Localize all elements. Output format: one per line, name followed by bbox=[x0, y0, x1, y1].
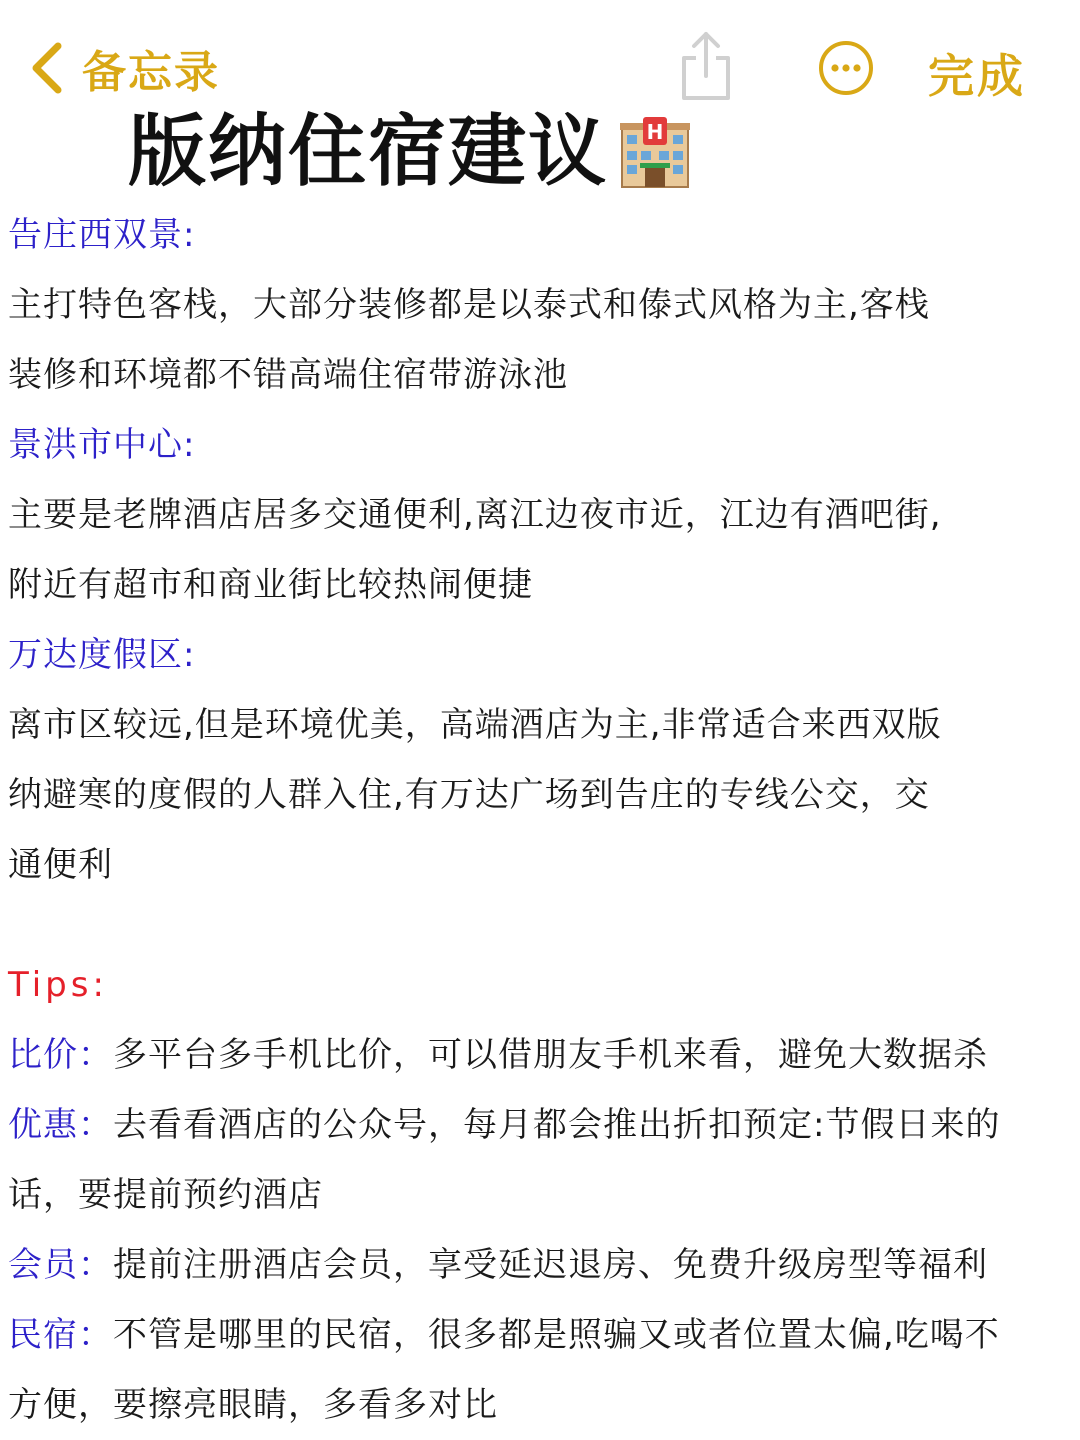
section-text: 装修和环境都不错高端住宿带游泳池 bbox=[8, 355, 568, 395]
share-button[interactable] bbox=[676, 30, 736, 102]
tip-label: 优惠： bbox=[8, 1105, 113, 1145]
section-heading: 景洪市中心: bbox=[8, 425, 196, 465]
section-text: 主打特色客栈，大部分装修都是以泰式和傣式风格为主,客栈 bbox=[8, 285, 930, 325]
note-title-row bbox=[128, 104, 694, 200]
ellipsis-circle-icon bbox=[818, 81, 874, 100]
section-heading: 万达度假区: bbox=[8, 635, 196, 675]
tip-label: 会员： bbox=[8, 1245, 113, 1285]
back-label: 备忘录 bbox=[82, 47, 220, 98]
section-text: 纳避寒的度假的人群入住,有万达广场到告庄的专线公交，交 bbox=[8, 775, 930, 815]
svg-text:H: H bbox=[646, 120, 664, 144]
tip-item bbox=[8, 1090, 1068, 1160]
tips-heading: Tips: bbox=[8, 965, 108, 1005]
tip-text: 不管是哪里的民宿，很多都是照骗又或者位置太偏,吃喝不 bbox=[113, 1315, 1000, 1355]
back-button[interactable] bbox=[30, 36, 220, 100]
tip-label: 比价： bbox=[8, 1035, 113, 1075]
section-text: 通便利 bbox=[8, 845, 113, 885]
tip-item bbox=[8, 1230, 1068, 1300]
chevron-left-icon bbox=[30, 42, 64, 94]
tip-text: 方便，要擦亮眼睛，多看多对比 bbox=[8, 1385, 498, 1425]
section-text: 附近有超市和商业街比较热闹便捷 bbox=[8, 565, 533, 605]
note-title: 版纳住宿建议 bbox=[128, 107, 609, 197]
tip-text: 多平台多手机比价，可以借朋友手机来看，避免大数据杀 bbox=[113, 1035, 988, 1075]
done-button[interactable]: 完成 bbox=[928, 49, 1026, 103]
section-heading: 告庄西双景: bbox=[8, 215, 196, 255]
spacer bbox=[8, 900, 1068, 950]
more-button[interactable] bbox=[818, 40, 874, 96]
hotel-icon bbox=[616, 113, 694, 191]
tip-text: 提前注册酒店会员，享受延迟退房、免费升级房型等福利 bbox=[113, 1245, 988, 1285]
tip-label: 民宿： bbox=[8, 1315, 113, 1355]
tip-text: 话，要提前预约酒店 bbox=[8, 1175, 323, 1215]
tip-text: 去看看酒店的公众号，每月都会推出折扣预定:节假日来的 bbox=[113, 1105, 1001, 1145]
tip-item bbox=[8, 1020, 1068, 1090]
section-text: 主要是老牌酒店居多交通便利,离江边夜市近，江边有酒吧街, bbox=[8, 495, 942, 535]
section-text: 离市区较远,但是环境优美，高端酒店为主,非常适合来西双版 bbox=[8, 705, 942, 745]
note-body[interactable] bbox=[8, 200, 1068, 1440]
tip-item bbox=[8, 1300, 1068, 1370]
